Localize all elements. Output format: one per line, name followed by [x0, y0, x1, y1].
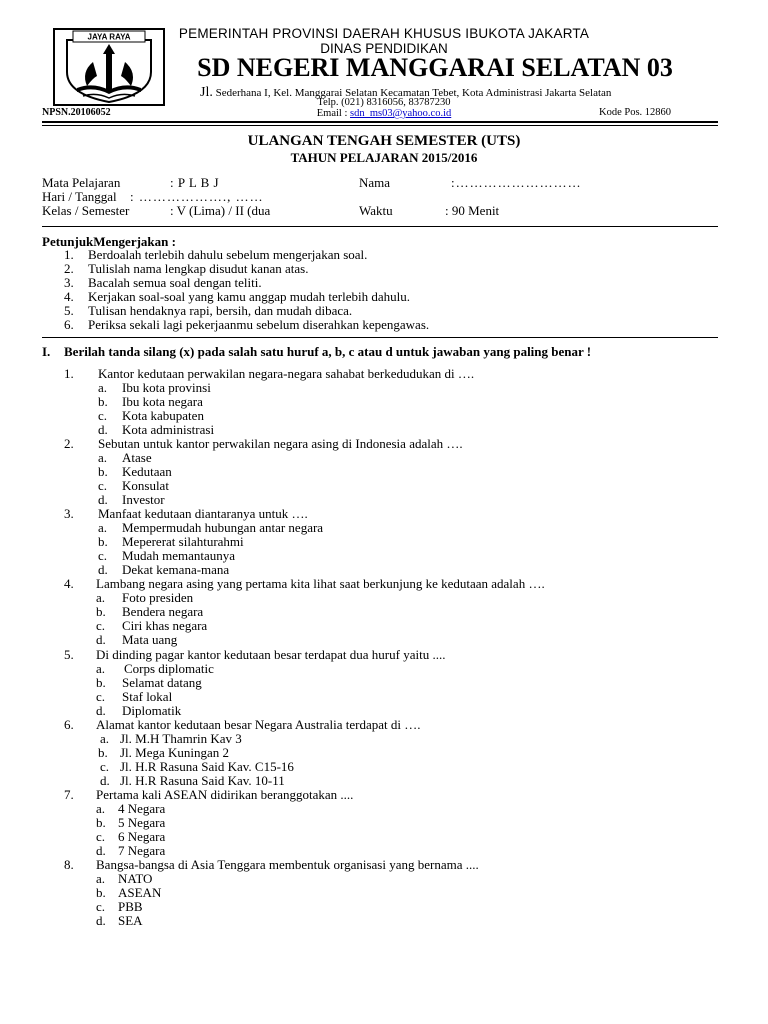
option-letter: c.	[98, 408, 108, 423]
address-prefix: Jl.	[200, 85, 213, 100]
option-text: Kota administrasi	[122, 422, 215, 437]
option-letter: d.	[96, 703, 106, 718]
school-name: SD NEGERI MANGGARAI SELATAN 03	[197, 53, 673, 82]
option-letter: a.	[96, 801, 106, 816]
letterhead-department: DINAS PENDIDIKAN	[320, 41, 448, 56]
option-letter: a.	[98, 450, 108, 465]
option-letter: a.	[98, 520, 108, 535]
option-text: Diplomatik	[122, 703, 182, 718]
option-letter: d.	[100, 773, 110, 788]
option-letter: b.	[96, 604, 106, 619]
option-text: Staf lokal	[122, 689, 173, 704]
option-text: Ciri khas negara	[122, 618, 208, 633]
class-label: Kelas / Semester	[42, 203, 130, 218]
instructions-heading: PetunjukMengerjakan :	[42, 234, 176, 249]
question-number: 7.	[64, 787, 74, 802]
question-number: 8.	[64, 857, 74, 872]
option-text: Ibu kota provinsi	[122, 380, 211, 395]
option-letter: a.	[96, 661, 106, 676]
question-number: 4.	[64, 576, 74, 591]
exam-year: TAHUN PELAJARAN 2015/2016	[290, 150, 478, 165]
option-letter: c.	[100, 759, 110, 774]
question-text: Kantor kedutaan perwakilan negara-negara sahabat berkedudukan di ….	[98, 366, 475, 381]
instruction-number: 3.	[64, 275, 74, 290]
option-text: Mudah memantaunya	[122, 548, 235, 563]
option-letter: c.	[98, 548, 108, 563]
question-text: Manfaat kedutaan diantaranya untuk ….	[98, 506, 308, 521]
school-npsn: NPSN.20106052	[42, 107, 111, 118]
instruction-text: Bacalah semua soal dengan teliti.	[88, 275, 262, 290]
option-text: Corps diplomatic	[124, 661, 214, 676]
question-number: 3.	[64, 506, 74, 521]
option-letter: a.	[98, 380, 108, 395]
option-text: Jl. M.H Thamrin Kav 3	[120, 731, 242, 746]
question-text: Pertama kali ASEAN didirikan beranggotakan ....	[96, 787, 354, 802]
question-number: 6.	[64, 717, 74, 732]
question-text: Lambang negara asing yang pertama kita lihat saat berkunjung ke kedutaan adalah ….	[96, 576, 545, 591]
option-text: Selamat datang	[122, 675, 202, 690]
time-value: : 90 Menit	[445, 203, 500, 218]
address-text: Sederhana I, Kel. Manggarai Selatan Kecamatan Tebet, Kota Administrasi Jakarta Selatan	[212, 87, 612, 99]
instruction-number: 1.	[64, 247, 74, 262]
date-label: Hari / Tanggal	[42, 189, 117, 204]
question-number: 5.	[64, 647, 74, 662]
subject-label: Mata Pelajaran	[42, 175, 121, 190]
name-value: :………………………	[451, 175, 582, 190]
option-text: Mempermudah hubungan antar negara	[122, 520, 324, 535]
letterhead-divider-thick	[42, 121, 718, 123]
instructions-divider	[42, 337, 718, 338]
instruction-text: Tulislah nama lengkap disudut kanan atas.	[88, 261, 309, 276]
option-text: Jl. Mega Kuningan 2	[120, 745, 230, 760]
option-letter: b.	[96, 675, 106, 690]
option-text: ASEAN	[118, 885, 162, 900]
option-letter: b.	[98, 745, 108, 760]
option-letter: d.	[96, 843, 106, 858]
exam-title: ULANGAN TENGAH SEMESTER (UTS)	[247, 133, 521, 149]
email-label: Email :	[316, 108, 350, 119]
option-letter: c.	[96, 689, 106, 704]
section-number: I.	[42, 344, 51, 359]
option-letter: b.	[96, 815, 106, 830]
instruction-text: Kerjakan soal-soal yang kamu anggap mudah terlebih dahulu.	[88, 289, 411, 304]
option-letter: a.	[96, 871, 106, 886]
option-letter: a.	[96, 590, 106, 605]
option-text: Bendera negara	[122, 604, 204, 619]
option-text: Atase	[122, 450, 152, 465]
instruction-number: 2.	[64, 261, 74, 276]
option-text: Kedutaan	[122, 464, 172, 479]
option-letter: b.	[98, 394, 108, 409]
option-letter: c.	[98, 478, 108, 493]
option-letter: d.	[96, 632, 106, 647]
instruction-text: Periksa sekali lagi pekerjaanmu sebelum diserahkan kepengawas.	[88, 317, 430, 332]
option-text: 4 Negara	[118, 801, 166, 816]
option-letter: d.	[96, 913, 106, 928]
instruction-text: Tulisan hendaknya rapi, bersih, dan mudah dibaca.	[88, 303, 353, 318]
question-text: Alamat kantor kedutaan besar Negara Australia terdapat di ….	[96, 717, 421, 732]
instruction-text: Berdoalah terlebih dahulu sebelum mengerjakan soal.	[88, 247, 368, 262]
question-text: Di dinding pagar kantor kedutaan besar terdapat dua huruf yaitu ....	[96, 647, 446, 662]
instruction-number: 6.	[64, 317, 74, 332]
option-text: Jl. H.R Rasuna Said Kav. C15-16	[120, 759, 294, 774]
option-text: Investor	[122, 492, 165, 507]
letterhead-divider-thin	[42, 125, 718, 126]
option-letter: a.	[100, 731, 110, 746]
option-text: Foto presiden	[122, 590, 194, 605]
option-letter: d.	[98, 562, 108, 577]
option-letter: c.	[96, 829, 106, 844]
instruction-number: 5.	[64, 303, 74, 318]
school-phone: Telp. (021) 8316056, 83787230	[317, 97, 451, 108]
option-letter: c.	[96, 618, 106, 633]
date-value: : ………………., ……	[130, 189, 264, 204]
option-text: Konsulat	[122, 478, 169, 493]
logo-text: JAYA RAYA	[87, 32, 131, 42]
option-letter: b.	[98, 464, 108, 479]
option-text: 7 Negara	[118, 843, 166, 858]
option-letter: b.	[98, 534, 108, 549]
option-text: Mepererat silahturahmi	[122, 534, 244, 549]
class-value: : V (Lima) / II (dua	[170, 203, 271, 218]
option-text: SEA	[118, 913, 143, 928]
option-text: PBB	[118, 899, 143, 914]
option-letter: d.	[98, 492, 108, 507]
info-divider	[42, 226, 718, 227]
question-number: 2.	[64, 436, 74, 451]
option-text: 6 Negara	[118, 829, 166, 844]
letterhead-province: PEMERINTAH PROVINSI DAERAH KHUSUS IBUKOTA JAKARTA	[178, 26, 590, 41]
question-number: 1.	[64, 366, 74, 381]
option-letter: d.	[98, 422, 108, 437]
option-text: Kota kabupaten	[122, 408, 204, 423]
question-text: Sebutan untuk kantor perwakilan negara asing di Indonesia adalah ….	[98, 436, 463, 451]
postal-code: Kode Pos. 12860	[599, 107, 672, 118]
option-letter: c.	[96, 899, 106, 914]
name-label: Nama	[359, 175, 391, 190]
subject-value: : P L B J	[170, 175, 220, 190]
email-link[interactable]: sdn_ms03@yahoo.co.id	[350, 108, 452, 119]
instruction-number: 4.	[64, 289, 74, 304]
option-text: Jl. H.R Rasuna Said Kav. 10-11	[120, 773, 285, 788]
option-text: Dekat kemana-mana	[122, 562, 230, 577]
option-text: Ibu kota negara	[122, 394, 203, 409]
section-text: Berilah tanda silang (x) pada salah satu huruf a, b, c atau d untuk jawaban yang paling benar !	[64, 344, 592, 359]
option-text: 5 Negara	[118, 815, 166, 830]
time-label: Waktu	[359, 203, 393, 218]
option-text: Mata uang	[122, 632, 178, 647]
question-text: Bangsa-bangsa di Asia Tenggara membentuk organisasi yang bernama ....	[96, 857, 479, 872]
option-text: NATO	[118, 871, 153, 886]
option-letter: b.	[96, 885, 106, 900]
